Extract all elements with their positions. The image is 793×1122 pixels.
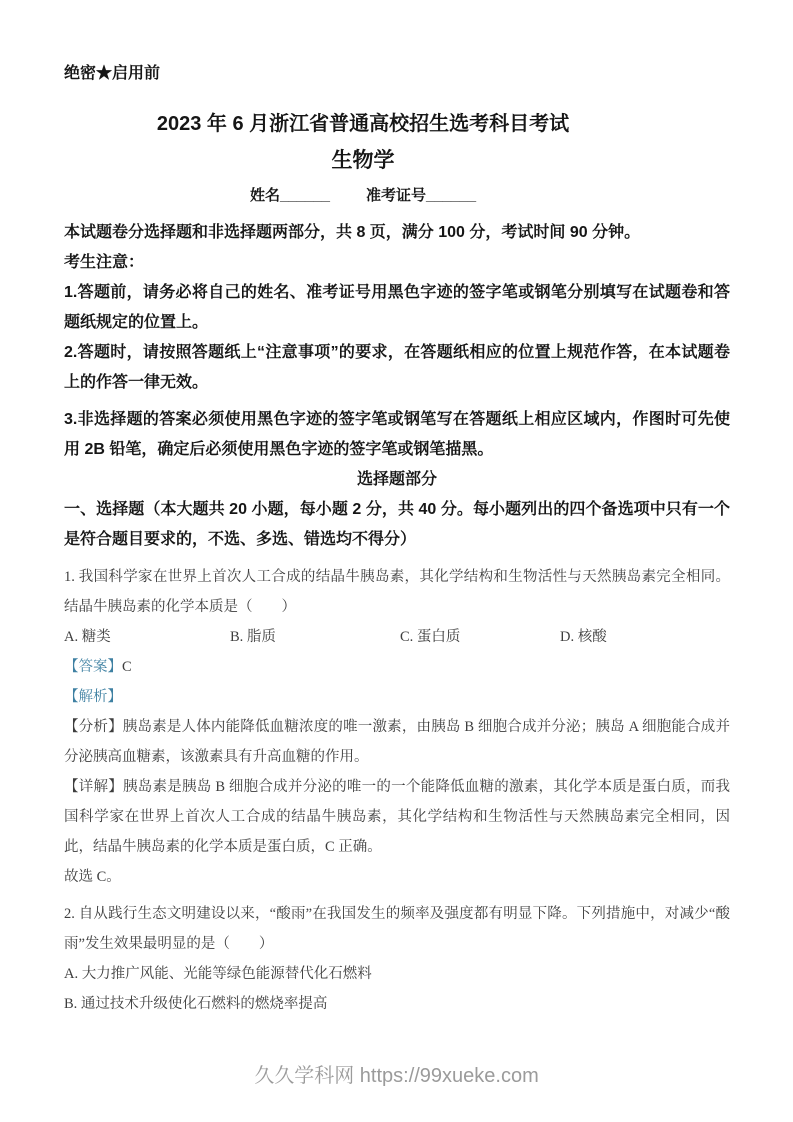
question-1-conclusion: 故选 C。 (64, 869, 121, 885)
part-title: 选择题部分 (356, 471, 437, 488)
notice-item-2: 2.答题时，请按照答题纸上“注意事项”的要求，在答题纸相应的位置上规范作答，在本试题卷上的作答一律无效。 (64, 344, 730, 391)
answer-label: 【答案】 (64, 659, 122, 675)
secrecy-notice: 绝密★启用前 (64, 65, 161, 82)
question-1-option-b: B. 脂质 (230, 629, 276, 645)
analysis-label: 【解析】 (64, 689, 122, 705)
question-1 (64, 562, 730, 892)
question-1-option-a: A. 糖类 (64, 629, 111, 645)
exam-title: 2023 年 6 月浙江省普通高校招生选考科目考试 (156, 113, 570, 135)
notice-item-3: 3.非选择题的答案必须使用黑色字迹的签字笔或钢笔写在答题纸上相应区域内，作图时可先使用 2B 铅笔，确定后必须使用黑色字迹的签字笔或钢笔描黑。 (64, 411, 730, 458)
question-2-text: 2. 自从践行生态文明建设以来，“酸雨”在我国发生的频率及强度都有明显下降。下列措施中，对减少“酸雨”发生效果最明显的是（ ） (64, 906, 730, 952)
question-2-option-a: A. 大力推广风能、光能等绿色能源替代化石燃料 (64, 966, 372, 982)
question-2 (64, 899, 730, 1019)
analysis-heading-line (64, 682, 730, 712)
exam-subject: 生物学 (331, 149, 395, 172)
exam-info: 本试题卷分选择题和非选择题两部分，共 8 页，满分 100 分，考试时间 90 分钟。 (64, 224, 641, 241)
ticket-number-field: 准考证号______ (366, 187, 477, 204)
answer-value: C (122, 659, 132, 675)
notice-heading: 考生注意： (64, 254, 145, 271)
page-content (0, 62, 793, 1019)
question-2-option-b: B. 通过技术升级使化石燃料的燃烧率提高 (64, 996, 328, 1012)
question-1-option-c: C. 蛋白质 (400, 629, 461, 645)
candidate-fields-line (64, 182, 662, 210)
question-1-detail: 【详解】胰岛素是胰岛 B 细胞合成并分泌的唯一的一个能降低血糖的激素，其化学本质是蛋白质，而我国科学家在世界上首次人工合成的结晶牛胰岛素，其化学结构和生物活性与天然胰岛素完全相同，因此，结晶牛胰岛素的化学本质是蛋白质，C 正确。 (64, 779, 730, 855)
section-instructions: 一、选择题（本大题共 20 小题，每小题 2 分，共 40 分。每小题列出的四个备选项中只有一个是符合题目要求的，不选、多选、错选均不得分） (64, 501, 730, 548)
footer-watermark: 久久学科网 https://99xueke.com (254, 1065, 539, 1087)
name-field: 姓名______ (249, 187, 330, 204)
question-1-analysis: 【分析】胰岛素是人体内能降低血糖浓度的唯一激素，由胰岛 B 细胞合成并分泌；胰岛 A 细胞能合成并分泌胰高血糖素，该激素具有升高血糖的作用。 (64, 719, 730, 765)
question-1-option-d: D. 核酸 (560, 629, 607, 645)
question-1-text: 1. 我国科学家在世界上首次人工合成的结晶牛胰岛素，其化学结构和生物活性与天然胰岛素完全相同。结晶牛胰岛素的化学本质是（ ） (64, 569, 730, 615)
answer-line (64, 652, 730, 682)
title-block (64, 108, 730, 210)
question-1-options (64, 622, 730, 652)
notice-item-1: 1.答题前，请务必将自己的姓名、准考证号用黑色字迹的签字笔或钢笔分别填写在试题卷和答题纸规定的位置上。 (64, 284, 730, 331)
